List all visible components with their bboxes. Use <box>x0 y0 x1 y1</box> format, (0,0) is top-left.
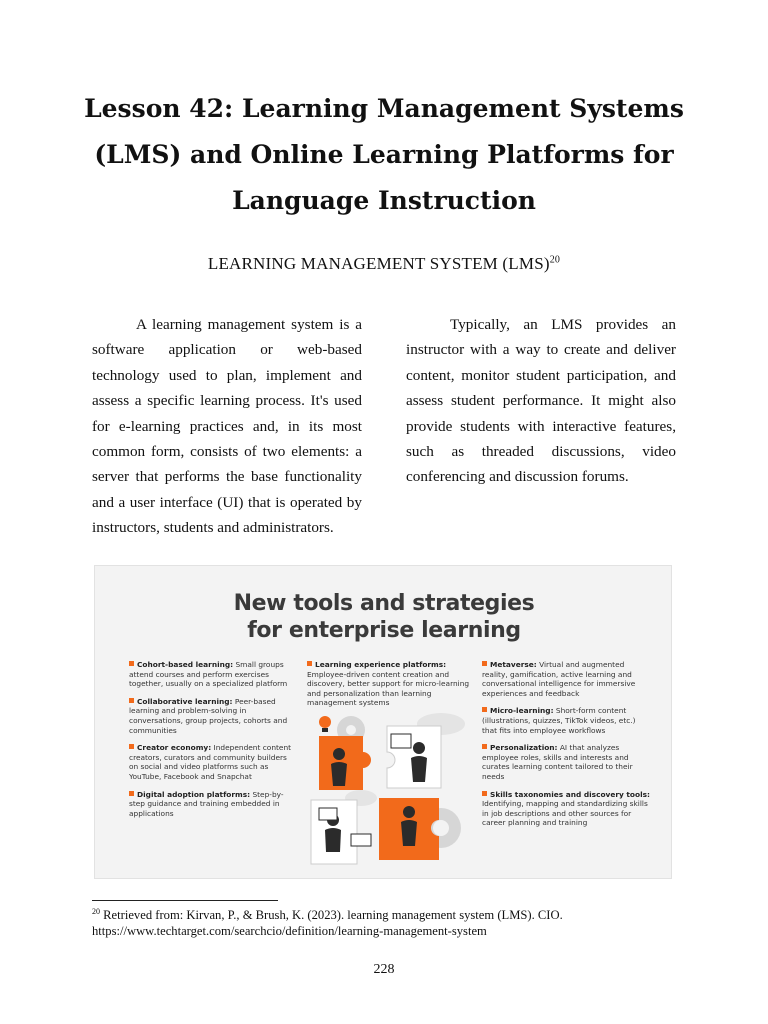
body-paragraph-left: A learning management system is a software application or web-based technology used to plan, implement and assess a specific learning process. It's used for e-learning practices and, in its most common form, consists of two elements: a server that performs the base functionality and a user interface (UI) that is operated by instructors, students and administrators. <box>92 316 362 537</box>
footnote-ref[interactable]: 20 <box>549 254 561 266</box>
infographic-title <box>95 590 673 644</box>
info-desc: Employee-driven content creation and discovery, better support for micro-learning and personalization than learning management systems <box>307 669 470 708</box>
infographic-title-line1: New tools and strategies <box>233 591 535 616</box>
info-term: Learning experience platforms: <box>315 660 447 669</box>
info-term: Cohort-based learning: <box>137 660 234 669</box>
footnote-line-1 <box>92 904 652 923</box>
info-term: Digital adoption platforms: <box>137 789 251 799</box>
puzzle-illustration <box>291 708 487 868</box>
info-desc: AI that analyzes employee roles, skills and interests and curates learning content tailored to their needs <box>482 743 633 781</box>
info-term: Creator economy: <box>137 743 212 753</box>
bullet-icon <box>482 661 487 666</box>
bullet-icon <box>129 791 134 796</box>
info-item-cohort <box>129 660 297 689</box>
body-paragraph-right: Typically, an LMS provides an instructor with a way to create and deliver content, monitor student participation, and assess student performance. It might also provide students with interactive features, such as threaded discussions, video conferencing and discussion forums. <box>406 316 676 486</box>
info-item-personalization <box>482 743 650 781</box>
infographic-column-1 <box>129 660 297 826</box>
infographic <box>94 565 672 879</box>
infographic-column-3 <box>482 660 650 836</box>
info-item-lxp <box>307 660 475 708</box>
info-item-metaverse <box>482 660 650 698</box>
footnote <box>92 904 652 939</box>
section-heading <box>0 254 768 274</box>
info-item-digital-adoption <box>129 790 297 819</box>
info-term: Metaverse: <box>490 660 537 669</box>
footnote-url[interactable]: https://www.techtarget.com/searchcio/definition/learning-management-system <box>92 924 487 939</box>
infographic-title-line2: for enterprise learning <box>247 618 521 643</box>
section-heading-text: LEARNING MANAGEMENT SYSTEM (LMS) <box>207 254 550 273</box>
info-desc: Small groups attend courses and perform exercises together, usually on a specialized platform <box>129 660 288 689</box>
footnote-divider <box>92 900 278 901</box>
info-desc: Peer-based learning and problem-solving in conversations, group projects, cohorts and communities <box>129 696 288 735</box>
info-term: Collaborative learning: <box>137 696 233 706</box>
info-item-skills <box>482 790 650 828</box>
bullet-icon <box>129 698 134 703</box>
lightbulb-icon <box>319 716 331 732</box>
bullet-icon <box>129 744 134 749</box>
info-term: Skills taxonomies and discovery tools: <box>490 789 650 799</box>
info-item-creator <box>129 743 297 781</box>
info-term: Micro-learning: <box>490 706 554 716</box>
page-number: 228 <box>373 962 395 977</box>
info-item-microlearning <box>482 706 650 735</box>
info-item-collaborative <box>129 697 297 735</box>
info-desc: Short-form content (illustrations, quizzes, TikTok videos, etc.) that fits into employee workflows <box>482 706 636 735</box>
info-desc: Identifying, mapping and standardizing skills in job descriptions and other sources for career planning and training <box>482 799 648 828</box>
info-desc: Virtual and augmented reality, gamification, active learning and conversational intelligence for immersive experiences and feedback <box>482 660 636 698</box>
footnote-citation: Retrieved from: Kirvan, P., & Brush, K. (2023). learning management system (LMS). CIO. <box>103 908 563 923</box>
lesson-title: Lesson 42: Learning Management Systems (LMS) and Online Learning Platforms for Language Instruction <box>84 94 684 215</box>
info-desc: Step-by-step guidance and training embedded in applications <box>129 789 284 818</box>
info-desc: Independent content creators, curators and community builders on social and video platforms such as YouTube, Facebook and Snapchat <box>129 743 292 781</box>
footnote-number: 20 <box>92 907 100 916</box>
bullet-icon <box>307 661 312 666</box>
bullet-icon <box>129 661 134 666</box>
info-term: Personalization: <box>490 743 558 753</box>
